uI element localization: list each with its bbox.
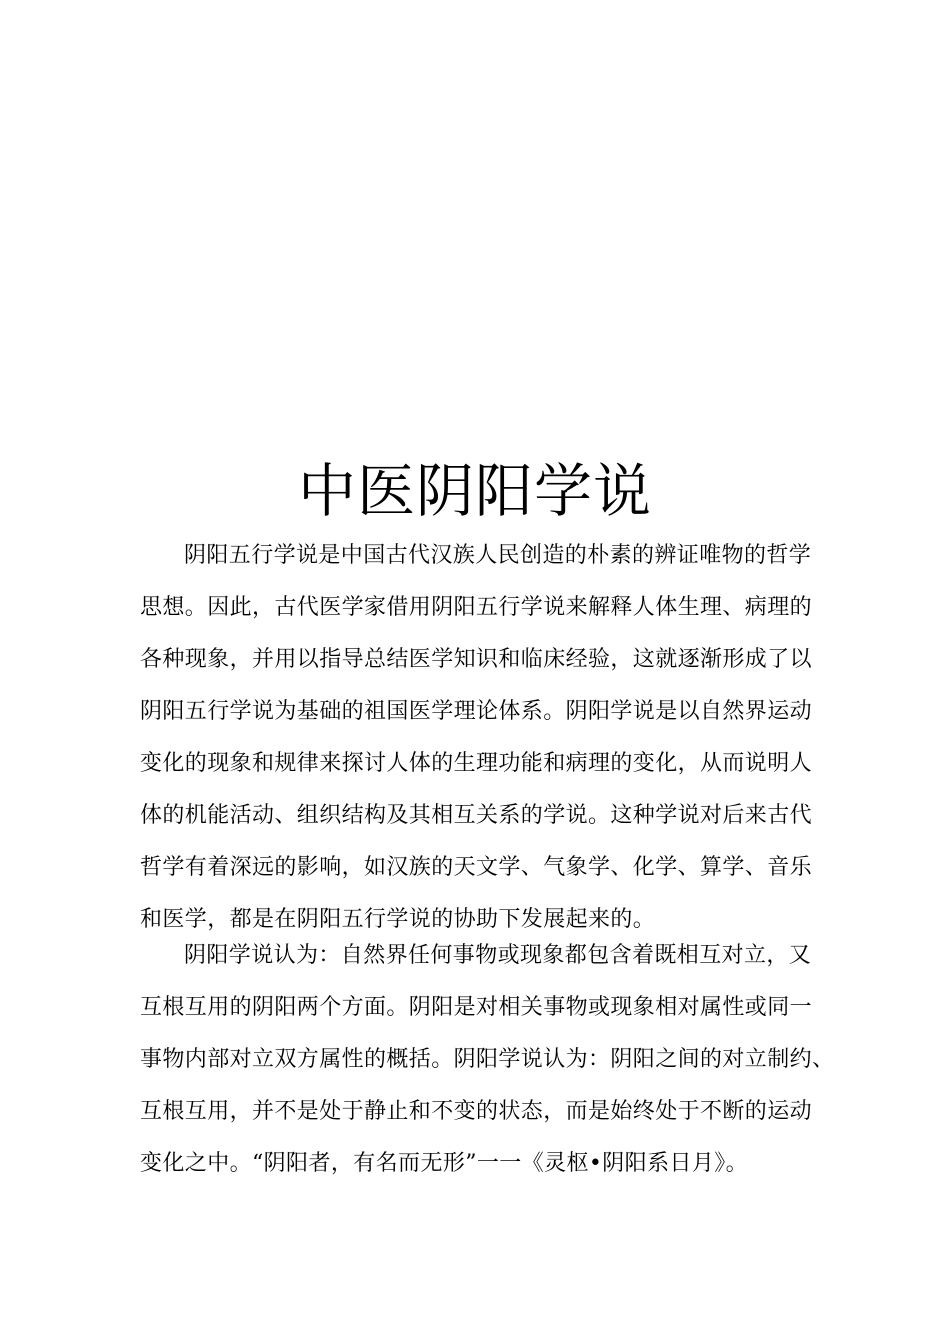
paragraph-line: 体的机能活动、组织结构及其相互关系的学说。这种学说对后来古代 (140, 803, 813, 828)
document-title: 中医阴阳学说 (297, 457, 652, 525)
paragraph-line: 和医学，都是在阴阳五行学说的协助下发展起来的。 (140, 907, 656, 932)
paragraph-2 (140, 930, 835, 1190)
paragraph-line: 阴阳五行学说是中国古代汉族人民创造的朴素的辨证唯物的哲学 (184, 543, 812, 568)
paragraph-line: 各种现象，并用以指导总结医学知识和临床经验，这就逐渐形成了以 (140, 647, 813, 672)
paragraph-line: 哲学有着深远的影响，如汉族的天文学、气象学、化学、算学、音乐 (140, 855, 813, 880)
paragraph-1 (140, 530, 816, 946)
paragraph-line: 变化的现象和规律来探讨人体的生理功能和病理的变化，从而说明人 (140, 751, 813, 776)
paragraph-line: 互根互用，并不是处于静止和不变的状态，而是始终处于不断的运动 (140, 1099, 813, 1124)
paragraph-line: 阴阳学说认为：自然界任何事物或现象都包含着既相互对立，又 (184, 943, 812, 968)
paragraph-line: 互根互用的阴阳两个方面。阴阳是对相关事物或现象相对属性或同一 (140, 995, 813, 1020)
paragraph-line: 事物内部对立双方属性的概括。阴阳学说认为：阴阳之间的对立制约、 (140, 1047, 835, 1072)
paragraph-line: 变化之中。“阴阳者，有名而无形”一一《灵枢•阴阳系日月》。 (140, 1151, 749, 1176)
paragraph-line: 阴阳五行学说为基础的祖国医学理论体系。阴阳学说是以自然界运动 (140, 699, 813, 724)
paragraph-line: 思想。因此，古代医学家借用阴阳五行学说来解释人体生理、病理的 (140, 595, 813, 620)
